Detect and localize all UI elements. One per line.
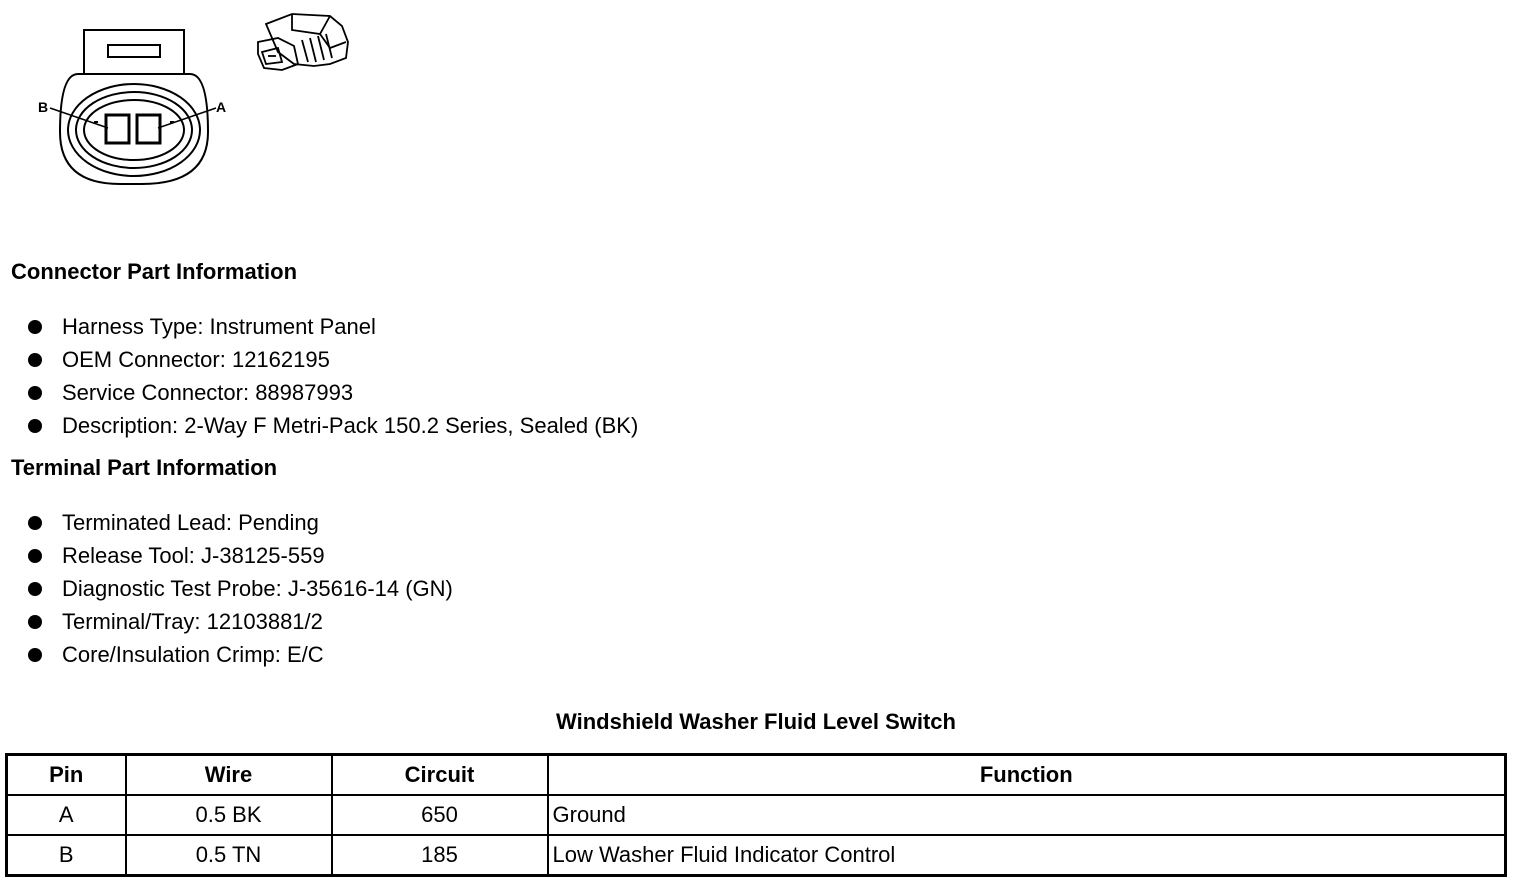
list-item: Release Tool: J-38125-559 bbox=[28, 539, 453, 572]
pin-label-b: B bbox=[38, 99, 49, 115]
bullet-icon bbox=[28, 419, 42, 433]
cavity-b bbox=[106, 115, 129, 143]
bullet-icon bbox=[28, 320, 42, 334]
connector-info-list bbox=[28, 310, 638, 442]
cell-function: Ground bbox=[548, 795, 1506, 835]
bullet-icon bbox=[28, 386, 42, 400]
list-item: Description: 2-Way F Metri-Pack 150.2 Series, Sealed (BK) bbox=[28, 409, 638, 442]
cell-wire: 0.5 BK bbox=[126, 795, 332, 835]
cell-circuit: 650 bbox=[332, 795, 548, 835]
list-item: Harness Type: Instrument Panel bbox=[28, 310, 638, 343]
cell-wire: 0.5 TN bbox=[126, 835, 332, 876]
list-item: Terminal/Tray: 12103881/2 bbox=[28, 605, 453, 638]
bullet-icon bbox=[28, 648, 42, 662]
list-item: Service Connector: 88987993 bbox=[28, 376, 638, 409]
connector-section-title: Connector Part Information bbox=[11, 259, 298, 284]
connector-latch-tab bbox=[84, 30, 184, 74]
pin-table-title: Windshield Washer Fluid Level Switch bbox=[556, 709, 956, 734]
column-header-function: Function bbox=[548, 755, 1506, 796]
list-item: Terminated Lead: Pending bbox=[28, 506, 453, 539]
table-header-row bbox=[7, 755, 1506, 796]
table-row bbox=[7, 795, 1506, 835]
cell-pin: A bbox=[7, 795, 126, 835]
list-item: Diagnostic Test Probe: J-35616-14 (GN) bbox=[28, 572, 453, 605]
connector-isometric-view bbox=[258, 14, 348, 70]
bullet-icon bbox=[28, 516, 42, 530]
list-item: Core/Insulation Crimp: E/C bbox=[28, 638, 453, 671]
column-header-circuit: Circuit bbox=[332, 755, 548, 796]
cell-circuit: 185 bbox=[332, 835, 548, 876]
terminal-info-list bbox=[28, 506, 453, 671]
column-header-wire: Wire bbox=[126, 755, 332, 796]
cell-function: Low Washer Fluid Indicator Control bbox=[548, 835, 1506, 876]
bullet-icon bbox=[28, 582, 42, 596]
cavity-a bbox=[137, 115, 160, 143]
list-item: OEM Connector: 12162195 bbox=[28, 343, 638, 376]
bullet-icon bbox=[28, 615, 42, 629]
terminal-section-title: Terminal Part Information bbox=[11, 455, 278, 480]
cell-pin: B bbox=[7, 835, 126, 876]
column-header-pin: Pin bbox=[7, 755, 126, 796]
bullet-icon bbox=[28, 353, 42, 367]
pin-label-a: A bbox=[216, 99, 227, 115]
bullet-icon bbox=[28, 549, 42, 563]
pin-table bbox=[5, 753, 1507, 877]
connector-diagram bbox=[30, 12, 370, 197]
table-row bbox=[7, 835, 1506, 876]
